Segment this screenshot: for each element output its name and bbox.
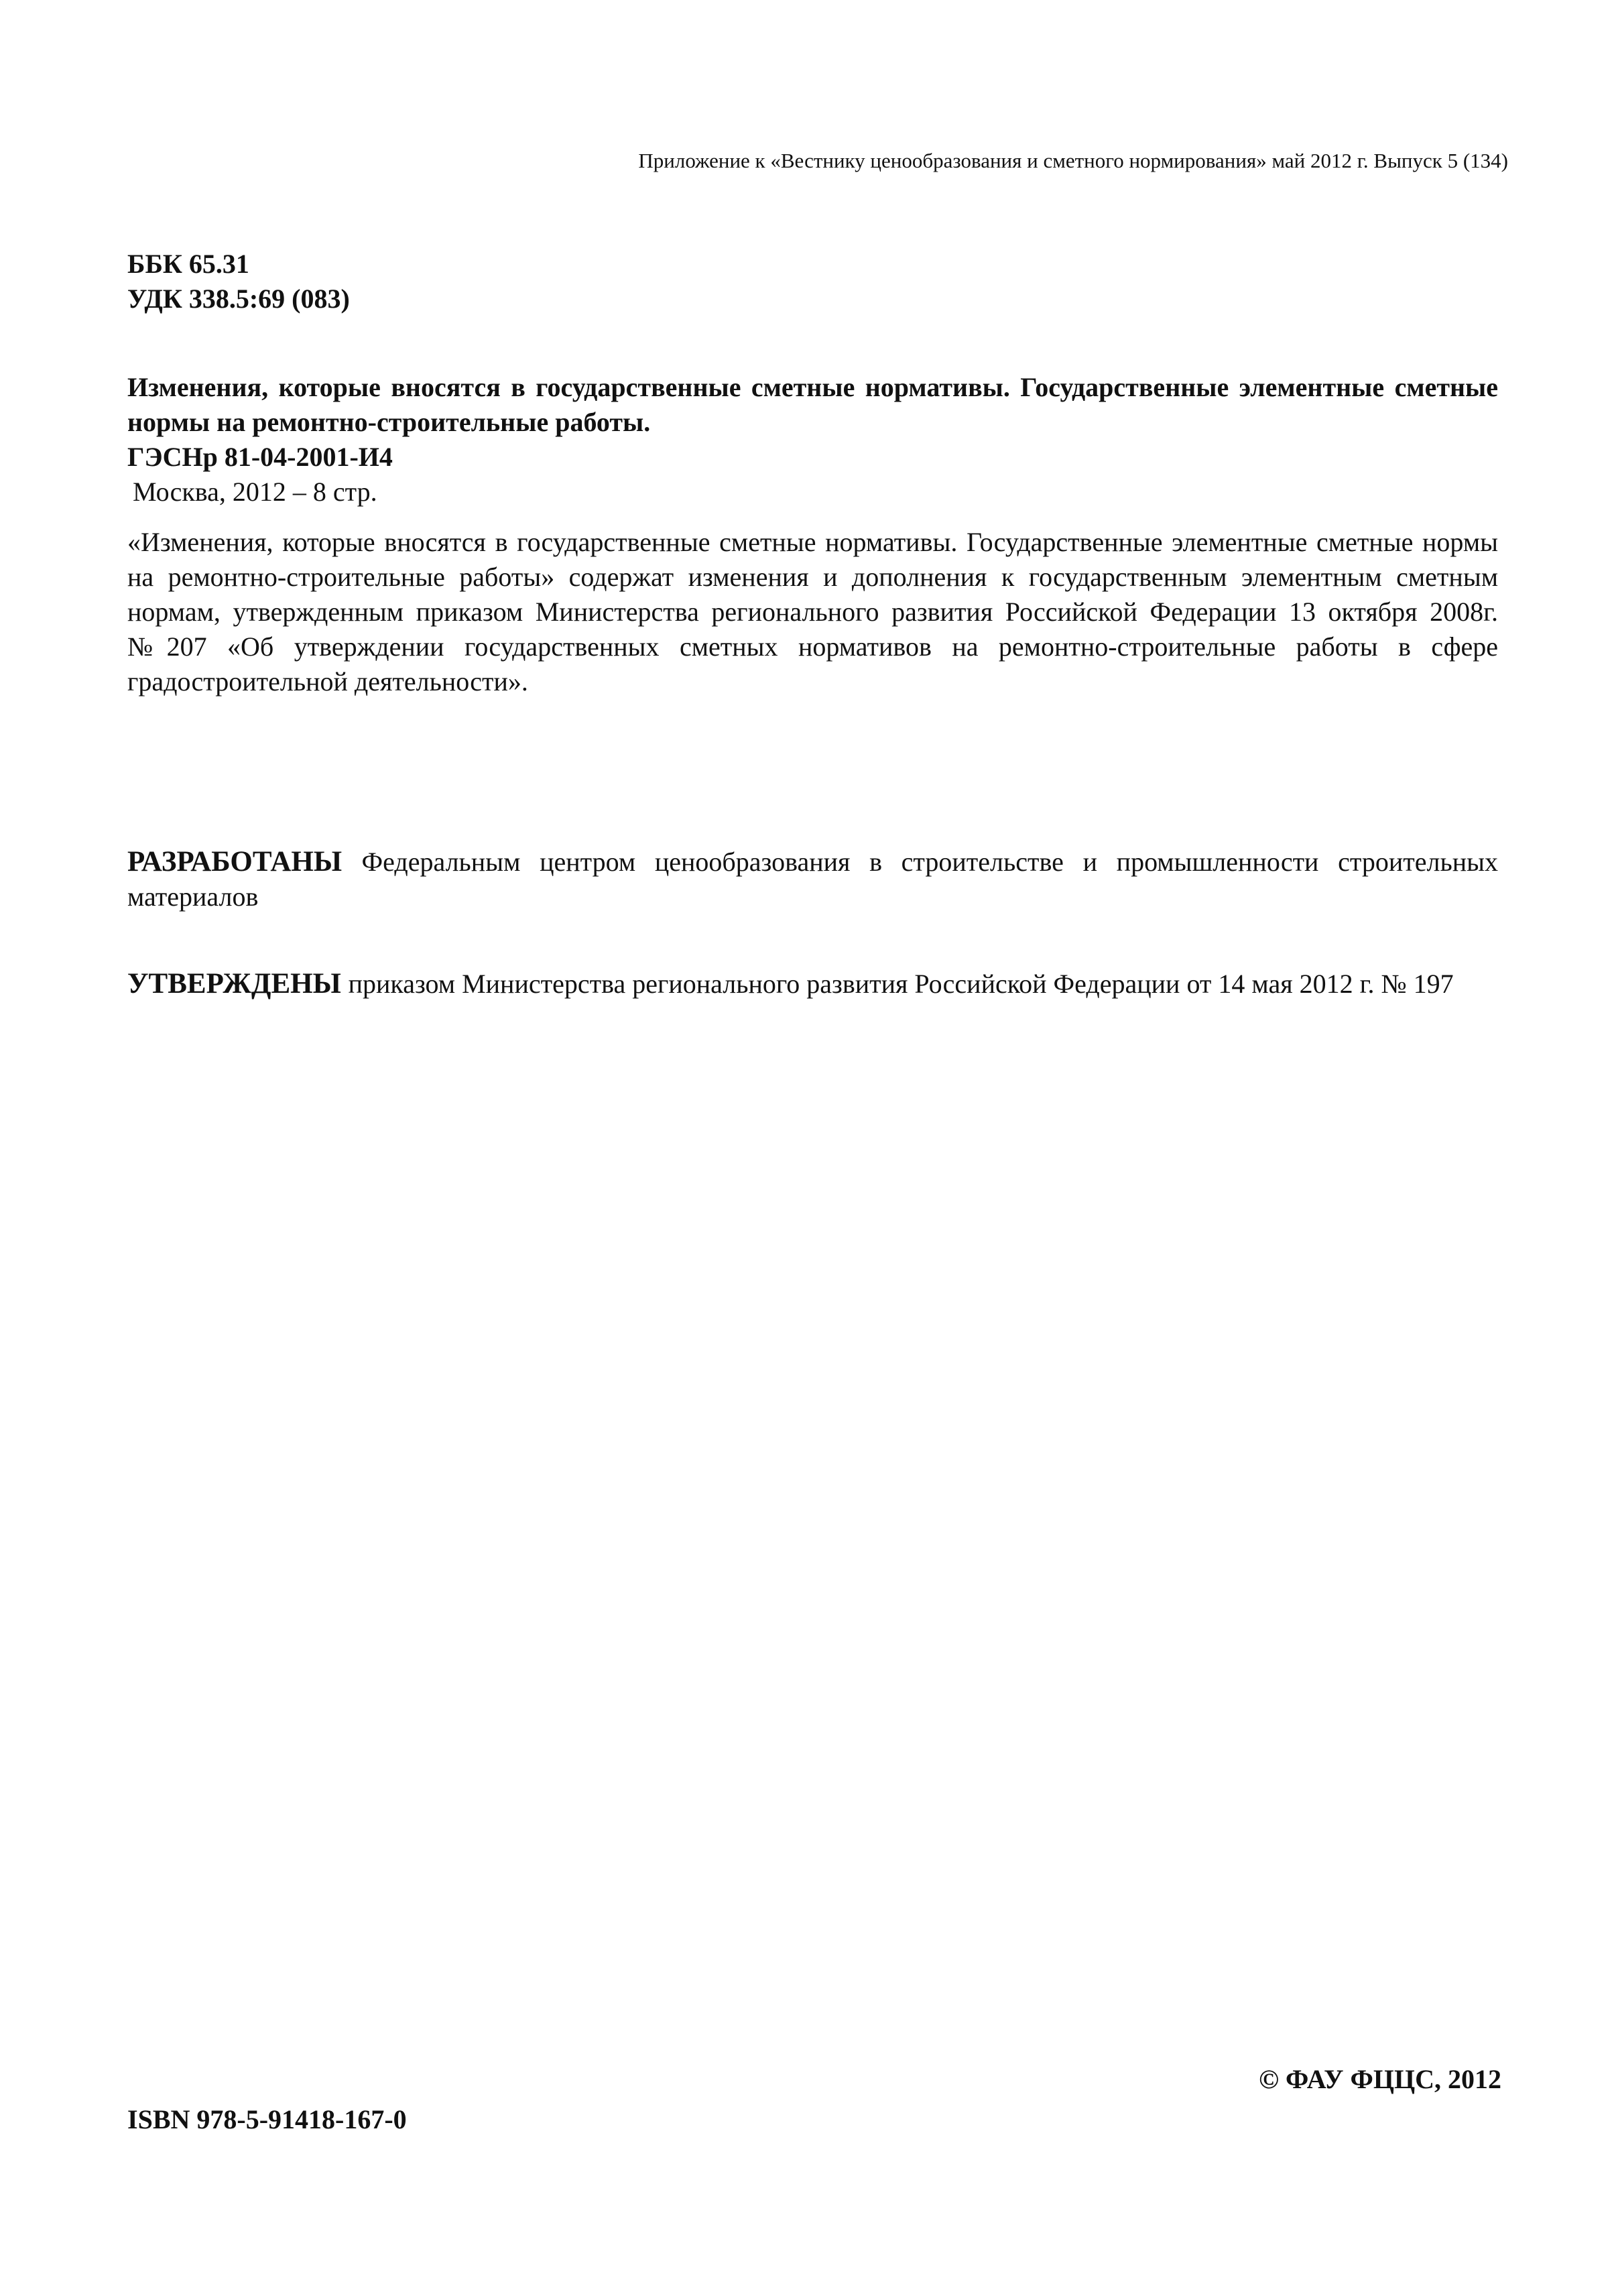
bbk-code: ББК 65.31 [127,249,249,279]
publication-description: «Изменения, которые вносятся в государственные сметные нормативы. Государственные элементные сметные нормы на ремонтно-строительные работы» содержат изменения и дополнения к государственным элементным сметным нормам, утвержденным приказом Министерства регионального развития Российской Федерации 13 октября 2008г. №207 «Об утверждении государственных сметных нормативов на ремонтно-строительные работы в сфере градостроительной деятельности». [127,527,1498,697]
approved-by-text: приказом Министерства регионального развития Российской Федерации от 14 мая 2012 г. № 197 [348,969,1454,999]
classification-codes [127,247,350,316]
journal-supplement-note: Приложение к «Вестнику ценообразования и сметного нормирования» май 2012 г. Выпуск 5 (134) [638,149,1508,172]
approved-by [127,967,1535,1002]
publication-title: Изменения, которые вносятся в государственные сметные нормативы. Государственные элементные сметные нормы на ремонтно-строительные работы. [127,372,1498,437]
copyright: © ФАУ ФЦЦС, 2012 [1259,2064,1501,2094]
udk-code: УДК 338.5:69 (083) [127,284,350,314]
isbn: ISBN 978-5-91418-167-0 [127,2104,407,2134]
developed-by [127,845,1498,914]
developed-by-label: РАЗРАБОТАНЫ [127,846,362,878]
publication-code: ГЭСНр 81-04-2001-И4 [127,442,393,472]
approved-by-label: УТВЕРЖДЕНЫ [127,968,349,1000]
publication-place-pages: Москва, 2012 – 8 стр. [133,477,377,507]
developed-by-text: Федеральным центром ценообразования в строительстве и промышленности строительных материалов [127,847,1498,912]
publication-info [127,370,1498,509]
